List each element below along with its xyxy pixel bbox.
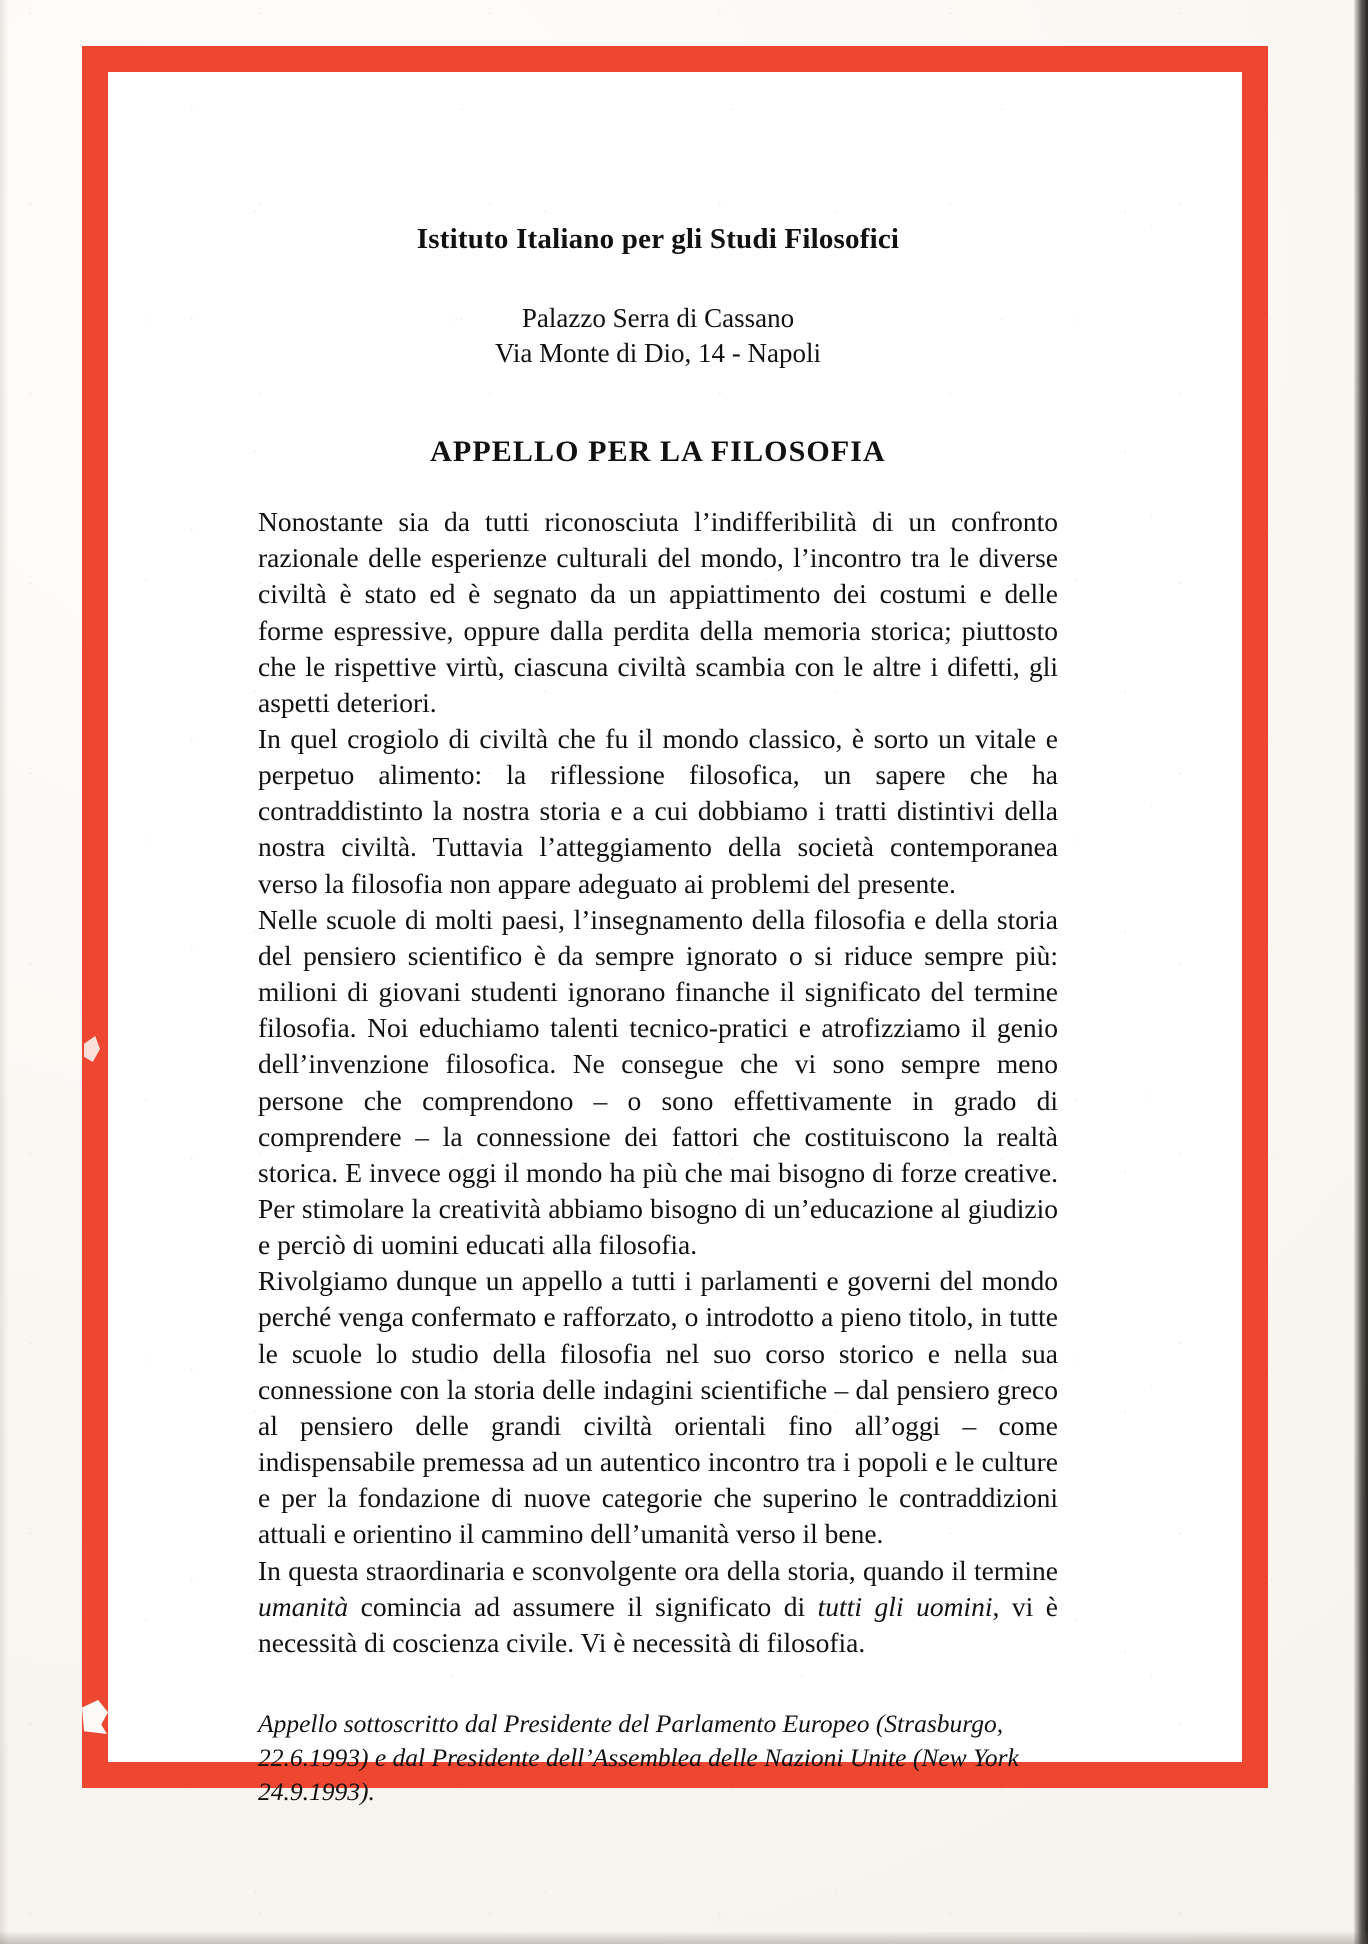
paragraph: Nonostante sia da tutti riconosciuta l’indifferibilità di un confronto razionale delle esperienze culturali del mondo, l’incontro tra le diverse civiltà è stato ed è segnato da un appiattimento dei costumi e delle forme espressive, oppure dalla perdita della memoria storica; piuttosto che le rispettive virtù, ciascuna civiltà scambia con le altre i difetti, gli aspetti deteriori. — [258, 506, 1058, 718]
red-border-frame — [82, 46, 1268, 1806]
emphasized-term-tutti-gli-uomini: tutti gli uomini — [817, 1590, 993, 1622]
closing-paragraph — [258, 1553, 1058, 1661]
scan-edge-right-shadow — [1354, 0, 1368, 1944]
attribution-note: Appello sottoscritto dal Presidente del Parlamento Europeo (Strasburgo, 22.6.1993) e dal Presidente dell’Assemblea delle Nazioni Unite (New York 24.9.1993). — [258, 1709, 1019, 1806]
organization-title: Istituto Italiano per gli Studi Filosofici — [416, 223, 900, 255]
page-content — [258, 222, 1058, 1834]
address-line-1: Palazzo Serra di Cassano — [521, 302, 795, 333]
document-title: APPELLO PER LA FILOSOFIA — [430, 435, 886, 469]
paragraph: Nelle scuole di molti paesi, l’insegnamento della filosofia e della storia del pensiero scientifico è da sempre ignorato o si riduce sempre più: milioni di giovani studenti ignorano finanche il significato del termine filosofia. Noi educhiamo talenti tecnico-pratici e atrofizziamo il genio dell’invenzione filosofica. Ne consegue che vi sono sempre meno persone che comprendono – o sono effettivamente in grado di comprendere – la connessione dei fattori che costituiscono la realtà storica. E invece oggi il mondo ha più che mai bisogno di forze creative. Per stimolare la creatività abbiamo bisogno di un’educazione al giudizio e perciò di uomini educati alla filosofia. — [258, 903, 1058, 1261]
closing-text-part-2: comincia ad assumere il significato di — [348, 1590, 818, 1622]
scan-edge-left — [0, 0, 8, 1944]
scan-edge-bottom-shadow — [0, 1932, 1368, 1944]
paragraph: In quel crogiolo di civiltà che fu il mondo classico, è sorto un vitale e perpetuo alimento: la riflessione filosofica, un sapere che ha contraddistinto la nostra storia e a cui dobbiamo i tratti distintivi della nostra civiltà. Tuttavia l’atteggiamento della società contemporanea verso la filosofia non appare adeguato ai problemi del presente. — [258, 722, 1058, 899]
address-line-2: Via Monte di Dio, 14 - Napoli — [494, 338, 822, 369]
closing-text-part-3: , vi è necessità di coscienza civile. Vi è necessità di filosofia. — [258, 1590, 1058, 1658]
paragraph: Rivolgiamo dunque un appello a tutti i parlamenti e governi del mondo perché venga confermato e rafforzato, o introdotto a pieno titolo, in tutte le scuole lo studio della filosofia nel suo corso storico e nella sua connessione con la storia delle indagini scientifiche – dal pensiero greco al pensiero delle grandi civiltà orientali fino all’oggi – come indispensabile premessa ad un autentico incontro tra i popoli e le culture e per la fondazione di nuove categorie che superino le contraddizioni attuali e orientino il cammino dell’umanità verso il bene. — [258, 1265, 1058, 1550]
document-body — [258, 504, 1058, 1661]
address-block — [258, 301, 1058, 372]
emphasized-term-umanita: umanità — [258, 1590, 349, 1622]
closing-text-part-1: In questa straordinaria e sconvolgente ora della storia, quando il termine — [258, 1554, 1058, 1586]
